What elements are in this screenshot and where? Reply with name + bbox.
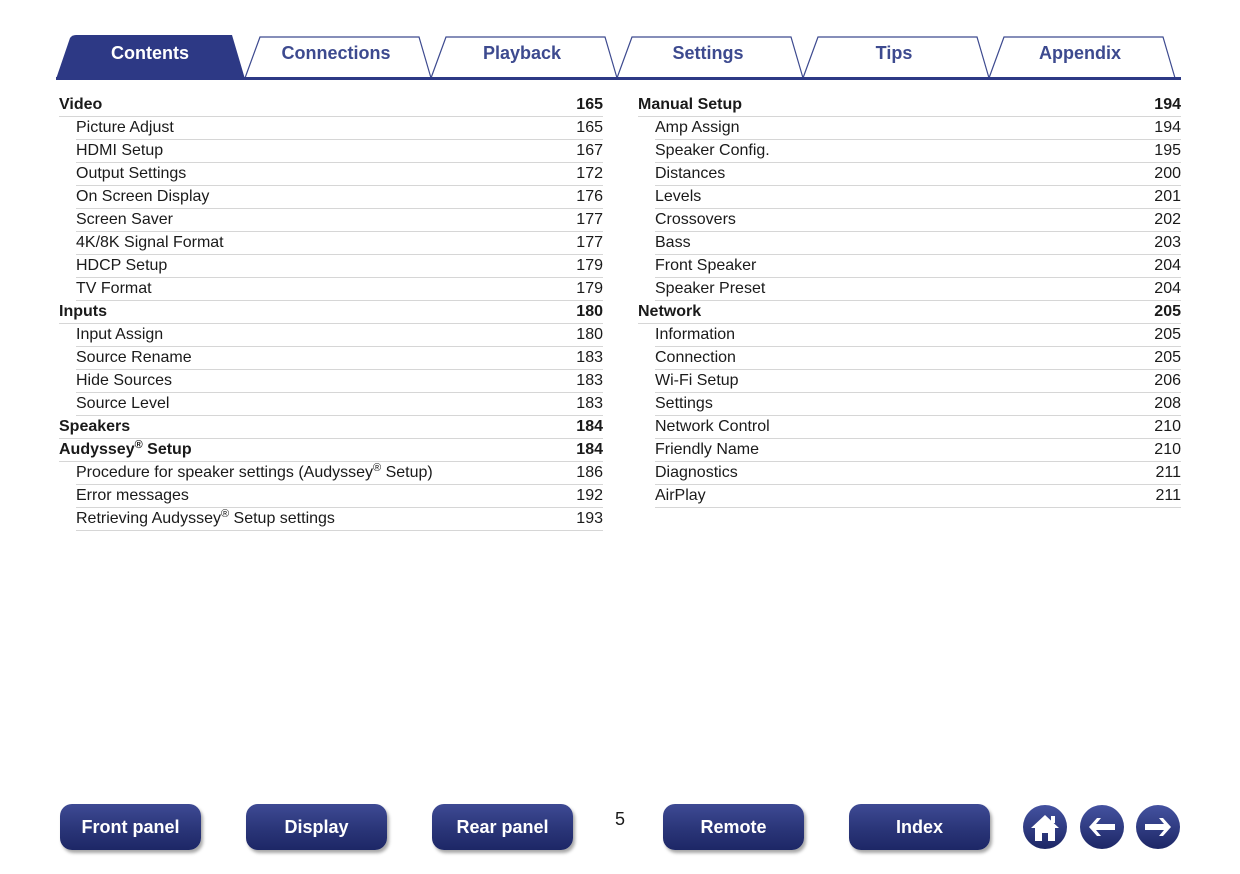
toc-entry-label: HDCP Setup <box>76 257 168 274</box>
toc-right-column <box>638 94 1181 508</box>
toc-entry-page: 194 <box>1154 96 1181 113</box>
toc-entry-page: 165 <box>576 119 603 136</box>
toc-entry-settings[interactable] <box>655 393 1181 416</box>
toc-entry-label: Screen Saver <box>76 211 173 228</box>
toc-entry-hdcp-setup[interactable] <box>76 255 603 278</box>
toc-entry-picture-adjust[interactable] <box>76 117 603 140</box>
toc-entry-screen-saver[interactable] <box>76 209 603 232</box>
toc-entry-label: On Screen Display <box>76 188 210 205</box>
toc-entry-label: Diagnostics <box>655 464 738 481</box>
toc-entry-page: 200 <box>1154 165 1181 182</box>
toc-entry-label: Source Level <box>76 395 170 412</box>
toc-entry-procedure-for-speaker-settings-audyssey-setup[interactable] <box>76 462 603 485</box>
toc-entry-label: Speaker Preset <box>655 280 766 297</box>
toc-entry-page: 194 <box>1154 119 1181 136</box>
toc-entry-label: Inputs <box>59 303 107 320</box>
toc-entry-speaker-config[interactable] <box>655 140 1181 163</box>
toc-entry-label: Friendly Name <box>655 441 760 458</box>
toc-entry-page: 204 <box>1154 280 1181 297</box>
front-panel-button[interactable]: Front panel <box>60 804 201 850</box>
toc-entry-page: 183 <box>576 349 603 366</box>
toc-entry-label: Retrieving Audyssey® Setup settings <box>76 508 335 527</box>
toc-entry-page: 165 <box>576 96 603 113</box>
toc-entry-bass[interactable] <box>655 232 1181 255</box>
arrow-right-icon <box>1135 804 1181 850</box>
toc-entry-airplay[interactable] <box>655 485 1181 508</box>
toc-entry-page: 184 <box>576 418 603 435</box>
toc-entry-label: Speaker Config. <box>655 142 770 159</box>
toc-entry-video[interactable] <box>59 94 603 117</box>
toc-entry-label: Front Speaker <box>655 257 757 274</box>
tab-label-appendix: Appendix <box>1038 43 1121 63</box>
toc-entry-label: AirPlay <box>655 487 706 504</box>
toc-entry-page: 184 <box>576 441 603 458</box>
toc-entry-input-assign[interactable] <box>76 324 603 347</box>
toc-entry-label: Network <box>638 303 702 320</box>
index-button[interactable]: Index <box>849 804 990 850</box>
toc-entry-label: Connection <box>655 349 736 366</box>
toc-entry-label: TV Format <box>76 280 152 297</box>
home-icon <box>1022 804 1068 850</box>
home-button[interactable] <box>1022 804 1068 850</box>
toc-entry-label: HDMI Setup <box>76 142 164 159</box>
toc-entry-page: 183 <box>576 372 603 389</box>
toc-entry-page: 180 <box>576 303 603 320</box>
toc-entry-distances[interactable] <box>655 163 1181 186</box>
toc-entry-label: Amp Assign <box>655 119 740 136</box>
toc-entry-label: Error messages <box>76 487 189 504</box>
toc-entry-label: Manual Setup <box>638 96 743 113</box>
toc-entry-error-messages[interactable] <box>76 485 603 508</box>
toc-entry-page: 202 <box>1154 211 1181 228</box>
toc-entry-page: 177 <box>576 211 603 228</box>
toc-entry-speaker-preset[interactable] <box>655 278 1181 301</box>
toc-entry-tv-format[interactable] <box>76 278 603 301</box>
toc-entry-speakers[interactable] <box>59 416 603 439</box>
toc-entry-label: Bass <box>655 234 691 251</box>
toc-entry-4k-8k-signal-format[interactable] <box>76 232 603 255</box>
tab-label-playback: Playback <box>482 43 562 63</box>
toc-entry-crossovers[interactable] <box>655 209 1181 232</box>
toc-entry-page: 192 <box>576 487 603 504</box>
toc-entry-source-level[interactable] <box>76 393 603 416</box>
toc-entry-page: 205 <box>1154 326 1181 343</box>
toc-entry-diagnostics[interactable] <box>655 462 1181 485</box>
toc-entry-page: 208 <box>1154 395 1181 412</box>
tab-label-contents: Contents <box>111 43 189 63</box>
toc-entry-page: 193 <box>576 510 603 527</box>
toc-entry-page: 183 <box>576 395 603 412</box>
toc-entry-label: Levels <box>655 188 702 205</box>
toc-entry-hide-sources[interactable] <box>76 370 603 393</box>
toc-entry-page: 172 <box>576 165 603 182</box>
toc-entry-page: 204 <box>1154 257 1181 274</box>
tab-label-settings: Settings <box>672 43 744 63</box>
toc-entry-wi-fi-setup[interactable] <box>655 370 1181 393</box>
toc-entry-label: Procedure for speaker settings (Audyssey® Setup) <box>76 462 433 481</box>
toc-entry-page: 179 <box>576 257 603 274</box>
tab-label-connections: Connections <box>281 43 391 63</box>
toc-entry-page: 205 <box>1154 303 1181 320</box>
toc-entry-page: 195 <box>1154 142 1181 159</box>
toc-entry-label: Crossovers <box>655 211 736 228</box>
toc-entry-label: Video <box>59 96 103 113</box>
toc-entry-inputs[interactable] <box>59 301 603 324</box>
forward-button[interactable] <box>1135 804 1181 850</box>
toc-entry-connection[interactable] <box>655 347 1181 370</box>
toc-entry-audyssey-setup[interactable] <box>59 439 603 462</box>
toc-entry-information[interactable] <box>655 324 1181 347</box>
toc-entry-page: 186 <box>576 464 603 481</box>
toc-entry-manual-setup[interactable] <box>638 94 1181 117</box>
toc-entry-label: Hide Sources <box>76 372 173 389</box>
toc-entry-label: Wi-Fi Setup <box>655 372 739 389</box>
toc-entry-page: 177 <box>576 234 603 251</box>
remote-button[interactable]: Remote <box>663 804 804 850</box>
display-button[interactable]: Display <box>246 804 387 850</box>
toc-entry-label: Source Rename <box>76 349 192 366</box>
toc-entry-page: 179 <box>576 280 603 297</box>
toc-entry-label: Settings <box>655 395 713 412</box>
page-number: 5 <box>614 809 625 829</box>
toc-entry-page: 211 <box>1155 487 1181 504</box>
toc-left-column <box>59 94 603 531</box>
toc-entry-label: Picture Adjust <box>76 119 174 136</box>
back-button[interactable] <box>1079 804 1125 850</box>
toc-entry-front-speaker[interactable] <box>655 255 1181 278</box>
toc-entry-label: Network Control <box>655 418 770 435</box>
toc-entry-page: 211 <box>1155 464 1181 481</box>
toc-entry-network-control[interactable] <box>655 416 1181 439</box>
toc-entry-label: Audyssey® Setup <box>59 439 192 458</box>
toc-entry-label: Output Settings <box>76 165 187 182</box>
toc-entry-source-rename[interactable] <box>76 347 603 370</box>
toc-entry-page: 176 <box>576 188 603 205</box>
toc-entry-output-settings[interactable] <box>76 163 603 186</box>
toc-entry-page: 201 <box>1154 188 1181 205</box>
arrow-left-icon <box>1079 804 1125 850</box>
toc-entry-label: 4K/8K Signal Format <box>76 234 224 251</box>
toc-entry-label: Distances <box>655 165 726 182</box>
toc-entry-page: 205 <box>1154 349 1181 366</box>
toc-entry-levels[interactable] <box>655 186 1181 209</box>
toc-entry-page: 180 <box>576 326 603 343</box>
tab-label-tips: Tips <box>875 43 913 63</box>
toc-entry-on-screen-display[interactable] <box>76 186 603 209</box>
toc-entry-label: Information <box>655 326 736 343</box>
toc-entry-page: 206 <box>1154 372 1181 389</box>
toc-entry-label: Input Assign <box>76 326 164 343</box>
toc-entry-amp-assign[interactable] <box>655 117 1181 140</box>
toc-entry-page: 167 <box>576 142 603 159</box>
toc-entry-label: Speakers <box>59 418 131 435</box>
rear-panel-button[interactable]: Rear panel <box>432 804 573 850</box>
toc-entry-hdmi-setup[interactable] <box>76 140 603 163</box>
toc-entry-page: 203 <box>1154 234 1181 251</box>
toc-entry-network[interactable] <box>638 301 1181 324</box>
toc-entry-page: 210 <box>1154 418 1181 435</box>
toc-entry-page: 210 <box>1154 441 1181 458</box>
toc-entry-retrieving-audyssey-setup-settings[interactable] <box>76 508 603 531</box>
toc-entry-friendly-name[interactable] <box>655 439 1181 462</box>
tab-bar <box>0 0 1240 82</box>
